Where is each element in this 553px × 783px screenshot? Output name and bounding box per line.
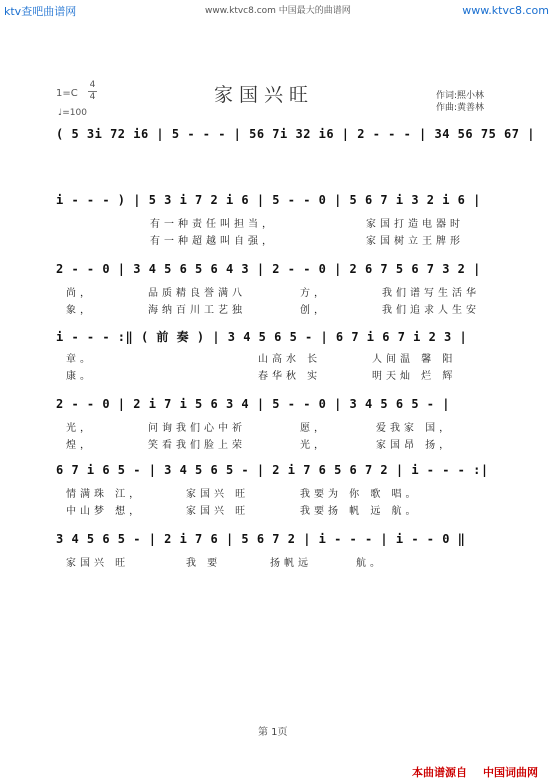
lyric-line-3-2: 象， — [66, 305, 94, 316]
composer-credit: 作曲:黄善林 — [436, 103, 485, 113]
music-line-4: i - - - :‖ ( 前 奏 ) | 3 4 5 6 5 - | 6 7 i 6 7 i 2 3 | — [56, 330, 468, 344]
lyric-line-2-4: 家国树立王牌形 — [366, 236, 464, 247]
lyric-line-4-1: 章。 — [66, 354, 94, 365]
lyric-line-4-3: 山高水 长 — [258, 354, 322, 365]
lyric-line-3-6: 创， — [300, 305, 328, 316]
lyric-line-7-2: 我 要 — [186, 558, 222, 569]
lyric-line-6-5: 我要为 你 歌 唱。 — [300, 489, 420, 500]
lyric-line-6-3: 家国兴 旺 — [186, 489, 250, 500]
music-line-2: i - - - ) | 5 3 i 7 2 i 6 | 5 - - 0 | 5 6 7 i 3 2 i 6 | — [56, 193, 481, 207]
lyric-line-3-3: 品质精良誉满八 — [148, 288, 246, 299]
lyric-line-2-3: 家国打造电器时 — [366, 219, 464, 230]
lyric-line-7-3: 扬帆远 — [270, 558, 312, 569]
lyric-line-5-2: 煌， — [66, 440, 94, 451]
lyric-line-4-6: 明天灿 烂 辉 — [372, 371, 457, 382]
lyric-line-6-6: 我要扬 帆 远 航。 — [300, 506, 420, 517]
site-url-center[interactable]: www.ktvc8.com 中国最大的曲谱网 — [205, 6, 351, 16]
lyric-line-4-5: 人间温 馨 阳 — [372, 354, 457, 365]
lyric-line-2-2: 有一种超越叫自强， — [150, 236, 276, 247]
source-site-link[interactable]: 中国词曲网 — [483, 766, 538, 779]
lyric-line-3-8: 我们追求人生安 — [382, 305, 480, 316]
lyric-line-5-4: 笑看我们脸上荣 — [148, 440, 246, 451]
lyric-line-4-4: 春华秋 实 — [258, 371, 322, 382]
lyric-line-3-4: 海纳百川工艺独 — [148, 305, 246, 316]
lyricist-credit: 作词:熙小林 — [436, 91, 485, 101]
site-logo-right[interactable]: www.ktvc8.com — [462, 4, 549, 17]
time-signature — [88, 81, 97, 102]
music-line-3: 2 - - 0 | 3 4 5 6 5 6 4 3 | 2 - - 0 | 2 6 7 5 6 7 3 2 | — [56, 262, 481, 276]
lyric-line-7-4: 航。 — [356, 558, 384, 569]
lyric-line-5-5: 愿， — [300, 423, 328, 434]
meter-top: 4 — [89, 80, 96, 90]
meter-bottom: 4 — [89, 92, 96, 102]
lyric-line-6-1: 情满珠 江， — [66, 489, 144, 500]
music-line-7: 3 4 5 6 5 - | 2 i 7 6 | 5 6 7 2 | i - - - | i - - 0 ‖ — [56, 532, 466, 546]
tempo-marking: ♩=100 — [58, 108, 87, 118]
lyric-line-5-3: 问询我们心中祈 — [148, 423, 246, 434]
lyric-line-3-5: 方， — [300, 288, 328, 299]
lyric-line-5-8: 家国昂 扬， — [376, 440, 454, 451]
song-title: 家国兴旺 — [214, 84, 315, 106]
music-line-1: ( 5 3i 72 i6 | 5 - - - | 56 7i 32 i6 | 2 - - - | 34 56 75 67 | — [56, 127, 535, 141]
lyric-line-6-2: 中山梦 想， — [66, 506, 144, 517]
lyric-line-5-7: 爱我家 国， — [376, 423, 454, 434]
music-line-6: 6 7 i 6 5 - | 3 4 5 6 5 - | 2 i 7 6 5 6 7 2 | i - - - :| — [56, 463, 489, 477]
site-logo-left[interactable]: ktv查吧曲谱网 — [4, 5, 77, 18]
lyric-line-5-6: 光， — [300, 440, 328, 451]
lyric-line-6-4: 家国兴 旺 — [186, 506, 250, 517]
source-label: 本曲谱源自 — [412, 766, 467, 779]
lyric-line-3-1: 尚， — [66, 288, 94, 299]
lyric-line-2-1: 有一种责任叫担当， — [150, 219, 276, 230]
lyric-line-5-1: 光， — [66, 423, 94, 434]
lyric-line-4-2: 康。 — [66, 371, 94, 382]
page-number: 第 1页 — [258, 727, 288, 738]
lyric-line-3-7: 我们谱写生活华 — [382, 288, 480, 299]
lyric-line-7-1: 家国兴 旺 — [66, 558, 130, 569]
music-line-5: 2 - - 0 | 2 i 7 i 5 6 3 4 | 5 - - 0 | 3 4 5 6 5 - | — [56, 397, 450, 411]
key-signature: 1=C — [56, 88, 78, 99]
